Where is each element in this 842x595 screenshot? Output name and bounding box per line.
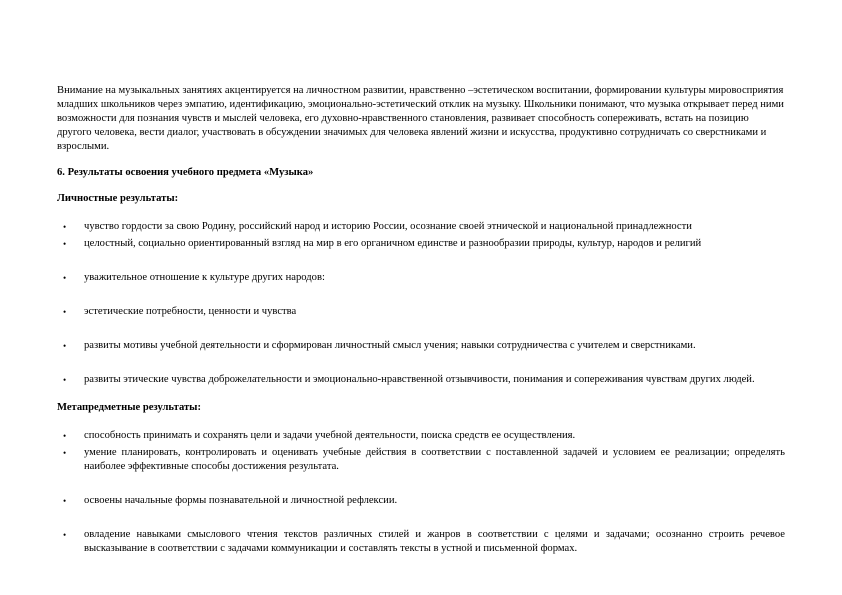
list-item	[57, 373, 785, 387]
list-item	[57, 305, 785, 319]
bullet-icon: •	[63, 239, 67, 249]
list-item-text: эстетические потребности, ценности и чувства	[84, 306, 297, 317]
bullet-icon: •	[63, 496, 67, 506]
bullet-icon: •	[63, 273, 67, 283]
list-item-text: чувство гордости за свою Родину, российский народ и историю России, осознание своей этнической и национальной принадлежности	[84, 221, 692, 232]
meta-results-title: Метапредметные результаты:	[57, 402, 201, 413]
list-item-text: уважительное отношение к культуре других народов:	[84, 272, 325, 283]
list-item-text: умение планировать, контролировать и оценивать учебные действия в соответствии с поставленной задачей и условием ее реализации; определять наиболее эффективные способы достижения результата.	[84, 447, 785, 472]
bullet-icon: •	[63, 375, 67, 385]
list-item	[57, 494, 785, 508]
bullet-icon: •	[63, 448, 67, 458]
list-item	[57, 271, 785, 285]
list-item	[57, 339, 785, 353]
list-item-text: развиты этические чувства доброжелательности и эмоционально-нравственной отзывчивости, понимания и сопереживания чувствам других людей.	[84, 374, 755, 385]
personal-results-title: Личностные результаты:	[57, 193, 179, 204]
intro-paragraph: Внимание на музыкальных занятиях акцентируется на личностном развитии, нравственно –эстетическом воспитании, формировании культуры мировосприятия младших школьников через эмпатию, идентификацию, эмоционально-эстетический отклик на музыку. Школьники понимают, что музыка открывает перед ними возможности для познания чувств и мыслей человека, его духовно-нравственного становления, развивает способность сопереживать, встать на позицию другого человека, вести диалог, участвовать в обсуждении значимых для человека явлений жизни и искусства, продуктивно сотрудничать со сверстниками и взрослыми.	[57, 85, 784, 152]
list-item-text: развиты мотивы учебной деятельности и сформирован личностный смысл учения; навыки сотрудничества с учителем и сверстниками.	[84, 340, 696, 351]
list-item	[57, 429, 785, 443]
list-item-text: овладение навыками смыслового чтения текстов различных стилей и жанров в соответствии с целями и задачами; осознанно строить речевое высказывание в соответствии с задачами коммуникации и составлять тексты в устной и письменной формах.	[84, 529, 785, 554]
bullet-icon: •	[63, 341, 67, 351]
personal-results-list	[57, 220, 785, 387]
list-item-text: освоены начальные формы познавательной и личностной рефлексии.	[84, 495, 398, 506]
bullet-icon: •	[63, 222, 67, 232]
meta-results-list	[57, 429, 785, 556]
list-item	[57, 446, 785, 474]
bullet-icon: •	[63, 431, 67, 441]
list-item-text: целостный, социально ориентированный взгляд на мир в его органичном единстве и разнообразии природы, культур, народов и религий	[84, 238, 702, 249]
bullet-icon: •	[63, 307, 67, 317]
list-item	[57, 528, 785, 556]
page-content	[57, 84, 785, 556]
list-item	[57, 237, 785, 251]
bullet-icon: •	[63, 530, 67, 540]
list-item-text: способность принимать и сохранять цели и задачи учебной деятельности, поиска средств ее осуществления.	[84, 430, 576, 441]
list-item	[57, 220, 785, 234]
section-title: 6. Результаты освоения учебного предмета «Музыка»	[57, 167, 314, 178]
